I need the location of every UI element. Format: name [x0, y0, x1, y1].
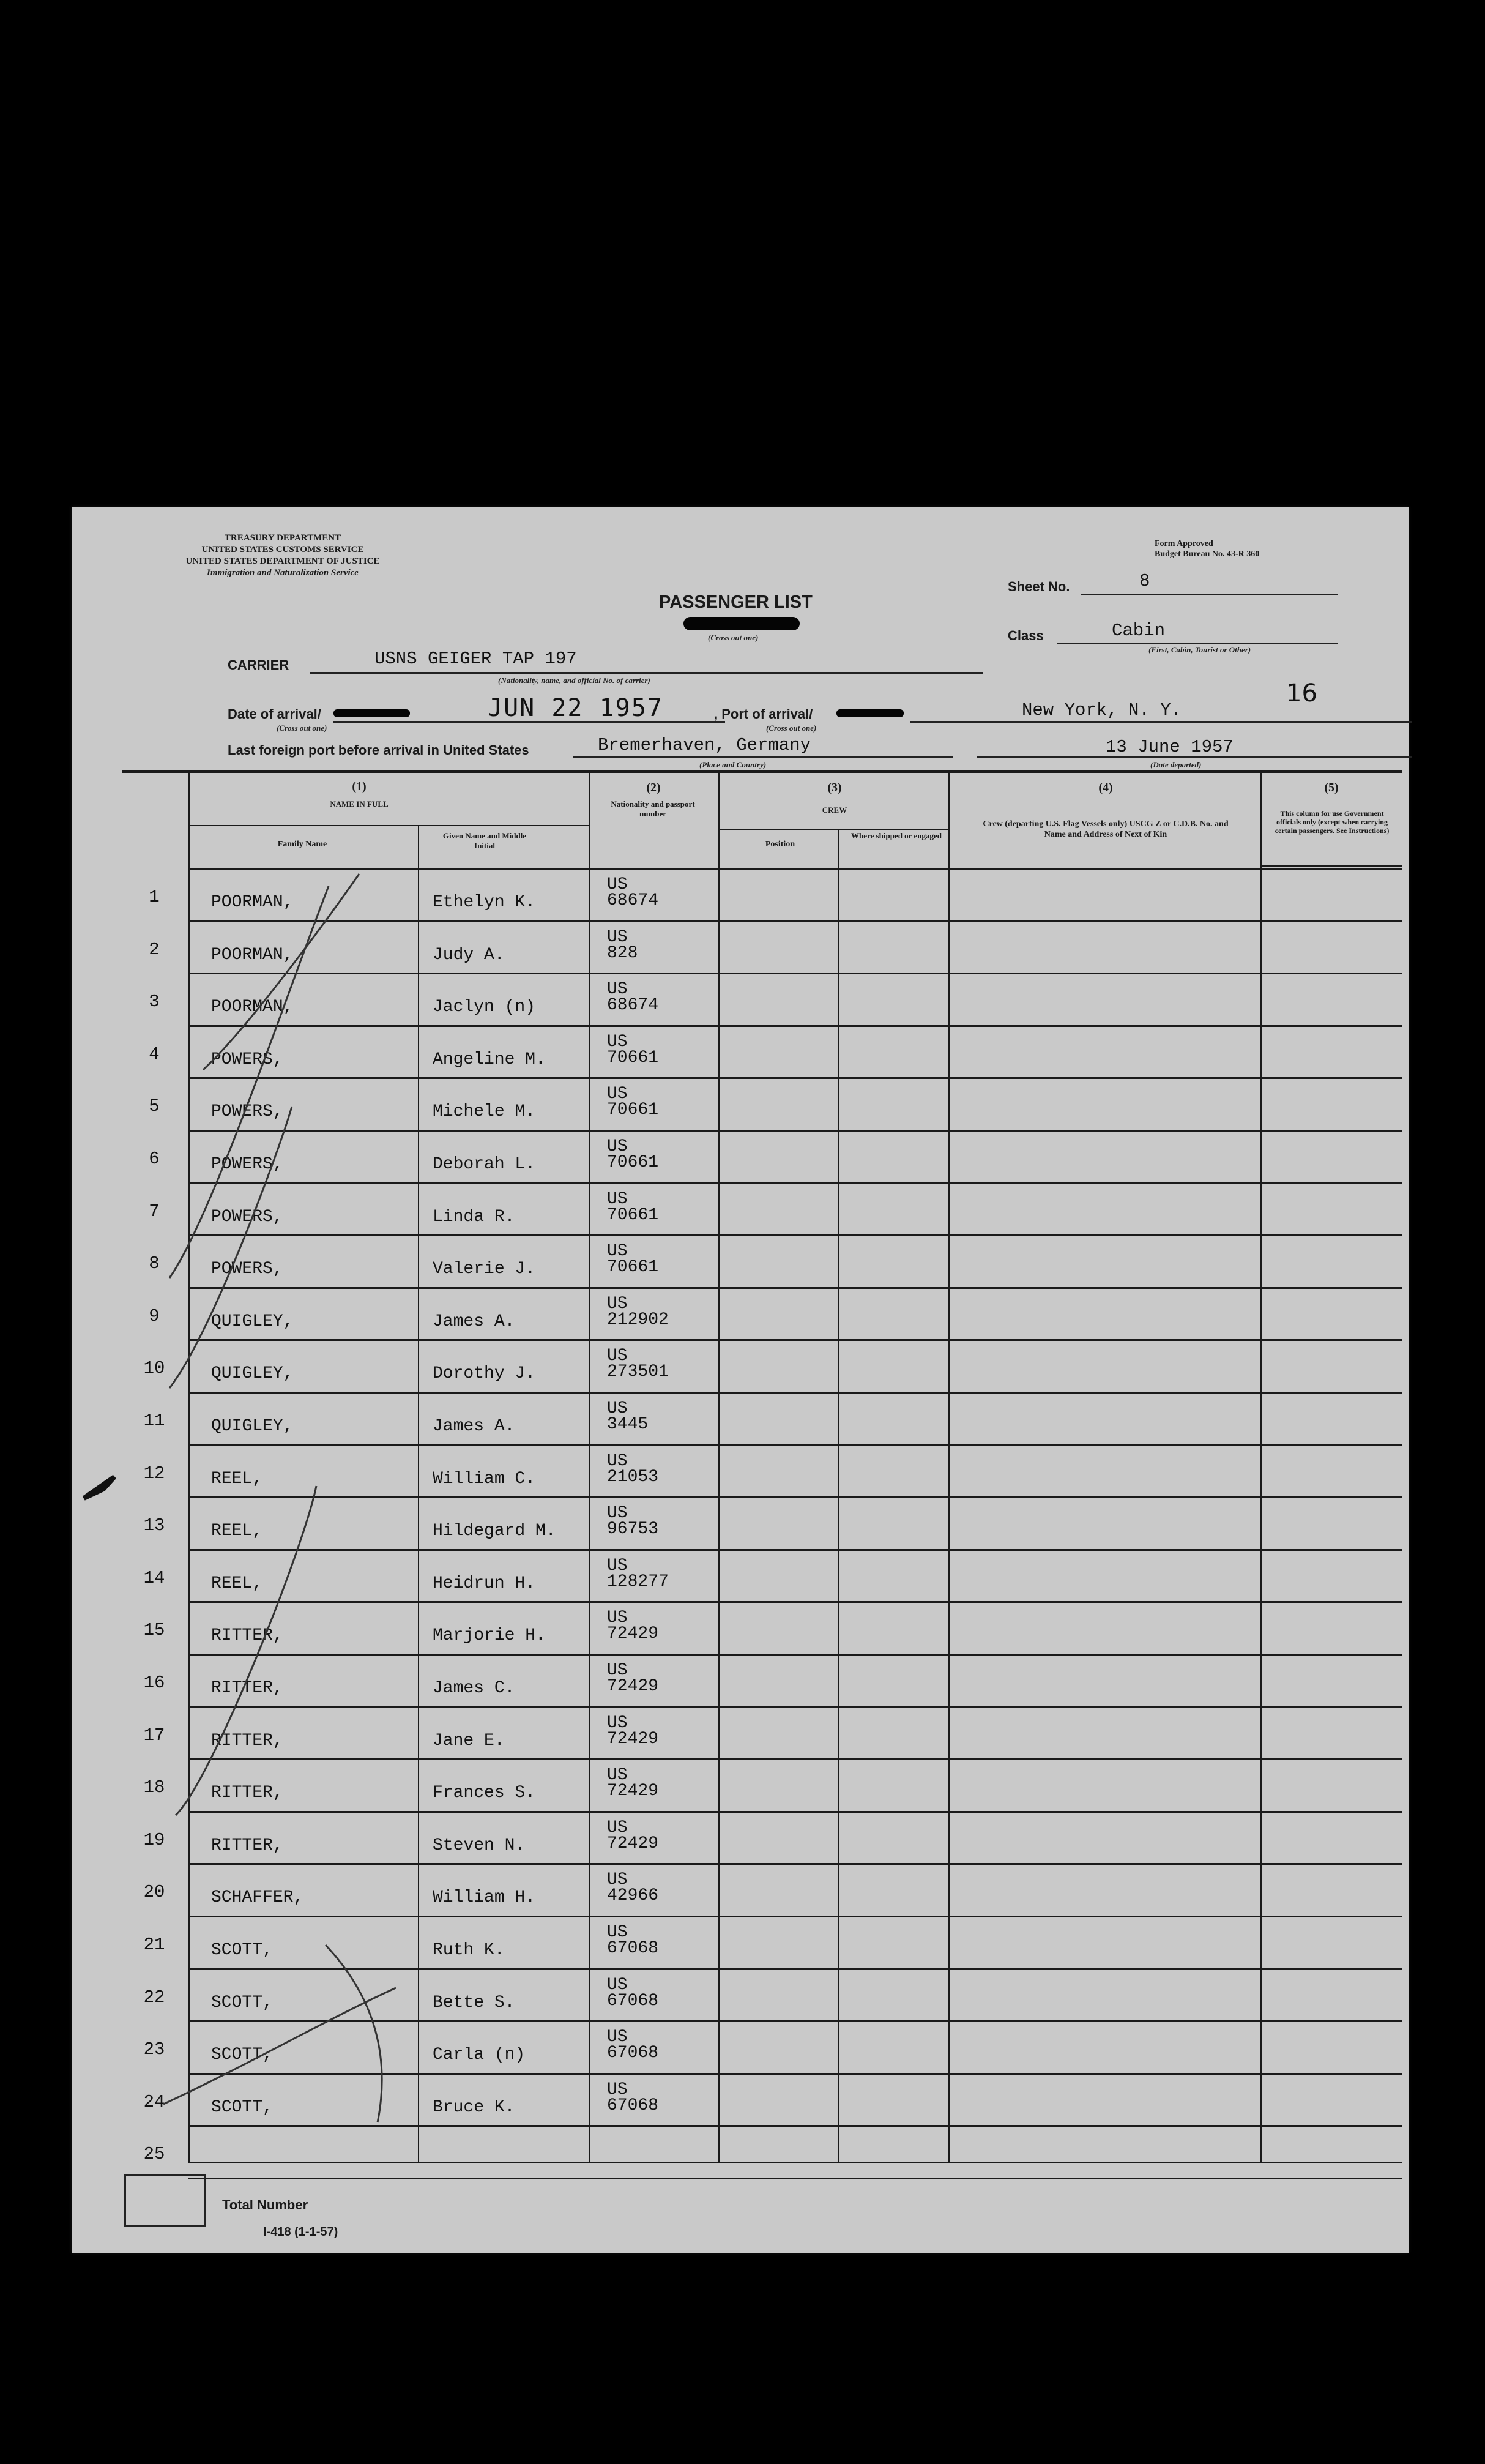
row-number: 24: [143, 2091, 165, 2112]
col5-number: (5): [1324, 781, 1339, 794]
row-number: 20: [143, 1882, 165, 1903]
carrier-note: (Nationality, name, and official No. of carrier): [498, 676, 650, 685]
row-number: 8: [149, 1253, 160, 1274]
passport-number: 70661: [607, 1153, 659, 1172]
nationality: US: [607, 1451, 628, 1471]
given-name: James A.: [433, 1417, 515, 1436]
family-name: RITTER,: [211, 1626, 283, 1646]
nationality: US: [607, 1661, 628, 1680]
row-number: 10: [143, 1358, 165, 1379]
nationality: US: [607, 1242, 628, 1261]
row-number: 6: [149, 1149, 160, 1169]
family-name: QUIGLEY,: [211, 1364, 294, 1384]
col1a-header: Family Name: [277, 840, 327, 849]
passport-number: 67068: [607, 2044, 659, 2063]
given-name: Carla (n): [433, 2045, 526, 2065]
nationality: US: [607, 927, 628, 947]
family-name: QUIGLEY,: [211, 1417, 294, 1436]
passport-number: 828: [607, 943, 638, 963]
given-name: Steven N.: [433, 1835, 526, 1855]
passport-number: 42966: [607, 1886, 659, 1906]
passport-number: 72429: [607, 1834, 659, 1853]
class-label: Class: [1008, 628, 1044, 643]
row-number: 12: [143, 1463, 165, 1484]
given-name: Judy A.: [433, 945, 505, 965]
family-name: RITTER,: [211, 1783, 283, 1803]
family-name: POWERS,: [211, 1260, 283, 1279]
nationality: US: [607, 1923, 628, 1942]
passport-number: 67068: [607, 1991, 659, 2010]
lastport-note: (Place and Country): [699, 760, 767, 769]
family-name: POWERS,: [211, 1102, 283, 1122]
row-number: 2: [149, 939, 160, 960]
nationality: US: [607, 1713, 628, 1733]
given-name: Heidrun H.: [433, 1574, 536, 1593]
nationality: US: [607, 1346, 628, 1366]
family-name: REEL,: [211, 1521, 263, 1541]
nationality: US: [607, 2080, 628, 2099]
nationality: US: [607, 1608, 628, 1628]
lastport-value: Bremerhaven, Germany: [598, 735, 811, 755]
row-number: 5: [149, 1096, 160, 1117]
passport-number: 273501: [607, 1362, 669, 1382]
family-name: POORMAN,: [211, 893, 294, 912]
col4-number: (4): [1098, 781, 1113, 794]
agency-line: UNITED STATES CUSTOMS SERVICE: [201, 545, 364, 554]
carrier-label: CARRIER: [228, 657, 289, 673]
family-name: RITTER,: [211, 1731, 283, 1750]
given-name: Bruce K.: [433, 2097, 515, 2117]
row-number: 22: [143, 1987, 165, 2007]
row-number: 25: [143, 2144, 165, 2165]
row-number: 7: [149, 1201, 160, 1222]
passport-number: 72429: [607, 1677, 659, 1696]
check-mark: [326, 1945, 382, 2122]
given-name: Dorothy J.: [433, 1364, 536, 1384]
row-number: 14: [143, 1567, 165, 1588]
total-number-box: [124, 2174, 206, 2227]
family-name: RITTER,: [211, 1679, 283, 1698]
passport-number: 70661: [607, 1205, 659, 1225]
handwritten-number: 16: [1286, 679, 1317, 707]
family-name: REEL,: [211, 1574, 263, 1593]
passport-number: 96753: [607, 1520, 659, 1539]
passport-number: 128277: [607, 1572, 669, 1591]
row-number: 17: [143, 1725, 165, 1745]
agency-line: TREASURY DEPARTMENT: [224, 533, 341, 543]
row-number: 4: [149, 1043, 160, 1064]
form-approved-line: Form Approved: [1155, 539, 1213, 548]
class-value: Cabin: [1112, 621, 1166, 641]
col4-title: Crew (departing U.S. Flag Vessels only) USCG Z or C.D.B. No. and Name and Address of Next of Kin: [983, 819, 1229, 839]
given-name: Ethelyn K.: [433, 893, 536, 912]
given-name: William C.: [433, 1469, 536, 1488]
departed-value: 13 June 1957: [1106, 737, 1234, 757]
passport-number: 70661: [607, 1100, 659, 1120]
family-name: POWERS,: [211, 1050, 283, 1069]
col1b-header: Given Name and Middle Initial: [442, 831, 527, 850]
family-name: SCOTT,: [211, 1941, 273, 1960]
arrival-stamp: JUN 22 1957: [488, 694, 663, 722]
given-name: Jane E.: [433, 1731, 505, 1750]
given-name: Valerie J.: [433, 1260, 536, 1279]
nationality: US: [607, 1137, 628, 1156]
check-mark: [84, 1477, 114, 1498]
passport-number: 212902: [607, 1310, 669, 1329]
check-marks: [72, 507, 1409, 2253]
check-mark: [203, 874, 359, 1070]
given-name: Deborah L.: [433, 1155, 536, 1174]
check-mark: [163, 1988, 396, 2104]
given-name: Ruth K.: [433, 1941, 505, 1960]
col1-title: NAME IN FULL: [330, 799, 389, 808]
nationality: US: [607, 1870, 628, 1890]
family-name: SCOTT,: [211, 2097, 273, 2117]
total-number-label: Total Number: [222, 2197, 308, 2212]
nationality: US: [607, 1032, 628, 1051]
nationality: US: [607, 1818, 628, 1837]
row-number: 18: [143, 1777, 165, 1798]
passport-number: 70661: [607, 1048, 659, 1067]
nationality: US: [607, 875, 628, 894]
form-code: I-418 (1-1-57): [263, 2225, 338, 2239]
passport-number: 70661: [607, 1258, 659, 1277]
col1-number: (1): [352, 780, 367, 793]
nationality: US: [607, 1399, 628, 1418]
passport-number: 67068: [607, 1939, 659, 1958]
given-name: James A.: [433, 1312, 515, 1331]
given-name: Michele M.: [433, 1102, 536, 1122]
nationality: US: [607, 1294, 628, 1313]
row-number: 19: [143, 1829, 165, 1850]
arrival-note: (Cross out one): [277, 723, 327, 733]
passport-number: 72429: [607, 1624, 659, 1644]
passport-number: 21053: [607, 1467, 659, 1487]
passport-number: 3445: [607, 1415, 649, 1434]
col2-number: (2): [646, 781, 661, 794]
col5-title: This column for use Government officials only (except when carrying certain passengers. See Instructions): [1275, 809, 1390, 835]
row-number: 16: [143, 1673, 165, 1693]
agency-line: Immigration and Naturalization Service: [207, 568, 359, 578]
family-name: REEL,: [211, 1469, 263, 1488]
check-mark: [169, 886, 329, 1278]
sheet-label: Sheet No.: [1008, 579, 1070, 594]
nationality: US: [607, 1189, 628, 1209]
family-name: RITTER,: [211, 1835, 283, 1855]
family-name: POORMAN,: [211, 998, 294, 1017]
col3b-header: Where shipped or engaged: [851, 831, 942, 840]
given-name: Angeline M.: [433, 1050, 546, 1069]
nationality: US: [607, 1504, 628, 1523]
given-name: Hildegard M.: [433, 1521, 556, 1541]
carrier-value: USNS GEIGER TAP 197: [374, 649, 577, 669]
form-approved-line: Budget Bureau No. 43-R 360: [1155, 550, 1260, 559]
title-note: (Cross out one): [708, 633, 759, 642]
family-name: SCHAFFER,: [211, 1888, 304, 1908]
row-number: 11: [143, 1411, 165, 1431]
class-note: (First, Cabin, Tourist or Other): [1148, 645, 1251, 654]
agency-line: UNITED STATES DEPARTMENT OF JUSTICE: [185, 556, 380, 566]
nationality: US: [607, 1975, 628, 1995]
row-number: 1: [149, 887, 160, 907]
passport-number: 67068: [607, 2096, 659, 2115]
col3-number: (3): [827, 781, 842, 794]
given-name: James C.: [433, 1679, 515, 1698]
given-name: Bette S.: [433, 1993, 515, 2012]
row-number: 21: [143, 1935, 165, 1955]
family-name: QUIGLEY,: [211, 1312, 294, 1331]
check-mark: [176, 1486, 316, 1815]
given-name: Jaclyn (n): [433, 998, 536, 1017]
passport-number: 72429: [607, 1782, 659, 1801]
row-number: 13: [143, 1515, 165, 1536]
port-label: , Port of arrival/: [714, 706, 813, 722]
given-name: Frances S.: [433, 1783, 536, 1803]
col3a-header: Position: [765, 840, 795, 849]
passport-number: 68674: [607, 996, 659, 1015]
col2-title: Nationality and passport number: [611, 799, 695, 818]
passenger-list-form: [72, 507, 1409, 2253]
nationality: US: [607, 2028, 628, 2047]
departed-note: (Date departed): [1150, 760, 1202, 769]
given-name: Linda R.: [433, 1207, 515, 1226]
lastport-label: Last foreign port before arrival in United States: [228, 742, 529, 758]
nationality: US: [607, 1766, 628, 1785]
col3-title: CREW: [822, 805, 847, 815]
sheet-value: 8: [1139, 571, 1150, 591]
passport-number: 72429: [607, 1729, 659, 1749]
nationality: US: [607, 980, 628, 999]
row-number: 3: [149, 991, 160, 1012]
port-value: New York, N. Y.: [1022, 700, 1182, 720]
port-note: (Cross out one): [766, 723, 817, 733]
row-number: 23: [143, 2039, 165, 2060]
row-number: 9: [149, 1305, 160, 1326]
row-number: 15: [143, 1620, 165, 1641]
arrival-label: Date of arrival/: [228, 706, 321, 722]
family-name: POWERS,: [211, 1207, 283, 1226]
nationality: US: [607, 1556, 628, 1575]
family-name: POORMAN,: [211, 945, 294, 965]
family-name: SCOTT,: [211, 1993, 273, 2012]
given-name: William H.: [433, 1888, 536, 1908]
form-title: PASSENGER LIST: [659, 592, 813, 612]
nationality: US: [607, 1085, 628, 1104]
family-name: POWERS,: [211, 1155, 283, 1174]
given-name: Marjorie H.: [433, 1626, 546, 1646]
family-name: SCOTT,: [211, 2045, 273, 2065]
passport-number: 68674: [607, 891, 659, 910]
